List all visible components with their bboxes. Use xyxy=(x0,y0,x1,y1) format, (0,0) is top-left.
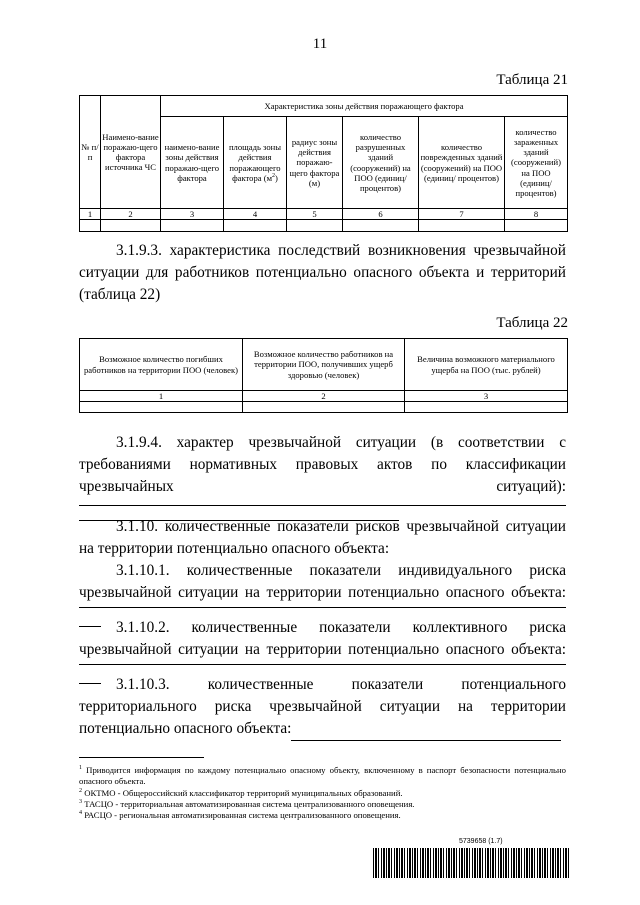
col-num-header: № п/п xyxy=(80,96,101,209)
page-number: 11 xyxy=(312,36,328,52)
paragraph-3-1-10: 3.1.10. количественные показатели рисков чрезвычайной ситуации на территории потенциально опасного объекта: xyxy=(79,518,566,557)
footnote: $^1$ Приводится информация по каждому потенциально опасному объекту, включенному в паспорт безопасности потенциально опасного объекта. xyxy=(79,765,566,787)
subheader-damaged-buildings: количество поврежденных зданий (сооружений) на ПОО (единиц/ процентов) xyxy=(419,117,505,209)
col-number: 6 xyxy=(343,209,419,220)
paragraph-3-1-10-3 xyxy=(79,674,566,741)
col-number: 2 xyxy=(243,391,405,402)
col-number: 5 xyxy=(287,209,343,220)
subheader-destroyed-buildings: количество разрушенных зданий (сооружений) на ПОО (единиц/ процентов) xyxy=(343,117,419,209)
table-row xyxy=(80,391,568,402)
paragraph-3-1-9-4-text: 3.1.9.4. характер чрезвычайной ситуации (в соответствии с требованиями нормативных правовых актов по классификации чрезвычайных ситуаций): xyxy=(79,434,566,495)
col-number: 3 xyxy=(405,391,568,402)
col-number: 3 xyxy=(161,209,224,220)
header-dead-workers: Возможное количество погибших работников на территории ПОО (человек) xyxy=(80,339,243,391)
paragraph-3-1-9-3: 3.1.9.3. характеристика последствий возникновения чрезвычайной ситуации для работников потенциально опасного объекта и территорий (таблица 22) xyxy=(79,242,566,303)
answer-line xyxy=(79,664,566,665)
table22-caption: Таблица 22 xyxy=(496,315,568,331)
footnote: $^3$ ТАСЦО - территориальная автоматизированная система централизованного оповещения. xyxy=(79,798,415,809)
paragraph-3-1-10-2-text: 3.1.10.2. количественные показатели коллективного риска чрезвычайной ситуации на территории потенциально опасного объекта: xyxy=(79,619,566,658)
answer-line xyxy=(291,718,561,741)
table-row xyxy=(80,220,568,232)
col-number: 2 xyxy=(101,209,161,220)
col-number: 8 xyxy=(505,209,568,220)
footnote: $^2$ ОКТМО - Общероссийский классификатор территорий муниципальных образований. xyxy=(79,787,403,798)
paragraph-3-1-9-4 xyxy=(79,432,566,521)
subheader-contaminated-buildings: количество зараженных зданий (сооружений) на ПОО (единиц/ процентов) xyxy=(505,117,568,209)
subheader-zone-name: наимено-вание зоны действия поражаю-щего фактора xyxy=(161,117,224,209)
answer-line xyxy=(79,505,566,506)
table21-caption: Таблица 21 xyxy=(496,72,568,88)
answer-line xyxy=(79,607,566,608)
footnote-separator xyxy=(79,757,204,758)
table-21 xyxy=(79,95,568,232)
col-number: 4 xyxy=(224,209,287,220)
footnote: $^4$ РАСЦО - региональная автоматизированная система централизованного оповещения. xyxy=(79,810,401,821)
table-row xyxy=(80,209,568,220)
barcode-label: 5739658 (1.7) xyxy=(459,838,503,845)
col-number: 7 xyxy=(419,209,505,220)
zone-characteristics-header: Характеристика зоны действия поражающего фактора xyxy=(161,96,568,117)
barcode-icon xyxy=(373,848,569,878)
table-22 xyxy=(79,338,568,413)
footnotes xyxy=(79,765,566,821)
col-factor-name-header: Наимено-вание поражаю-щего фактора источника ЧС xyxy=(101,96,161,209)
table-row xyxy=(80,402,568,413)
subheader-zone-area: площадь зоны действия поражающего фактора $(м^2)$ xyxy=(224,117,287,209)
paragraph-3-1-10-1-text: 3.1.10.1. количественные показатели индивидуального риска чрезвычайной ситуации на территории потенциально опасного объекта: xyxy=(79,562,566,601)
paragraph-3-1-10-3-text: 3.1.10.3. количественные показатели потенциального территориального риска чрезвычайной ситуации на территории потенциально опасного объекта: xyxy=(79,676,566,737)
header-injured-workers: Возможное количество работников на территории ПОО, получивших ущерб здоровью (человек) xyxy=(243,339,405,391)
header-material-damage: Величина возможного материального ущерба на ПОО (тыс. рублей) xyxy=(405,339,568,391)
col-number: 1 xyxy=(80,209,101,220)
subheader-zone-radius: радиус зоны действия поражаю-щего фактора (м) xyxy=(287,117,343,209)
col-number: 1 xyxy=(80,391,243,402)
